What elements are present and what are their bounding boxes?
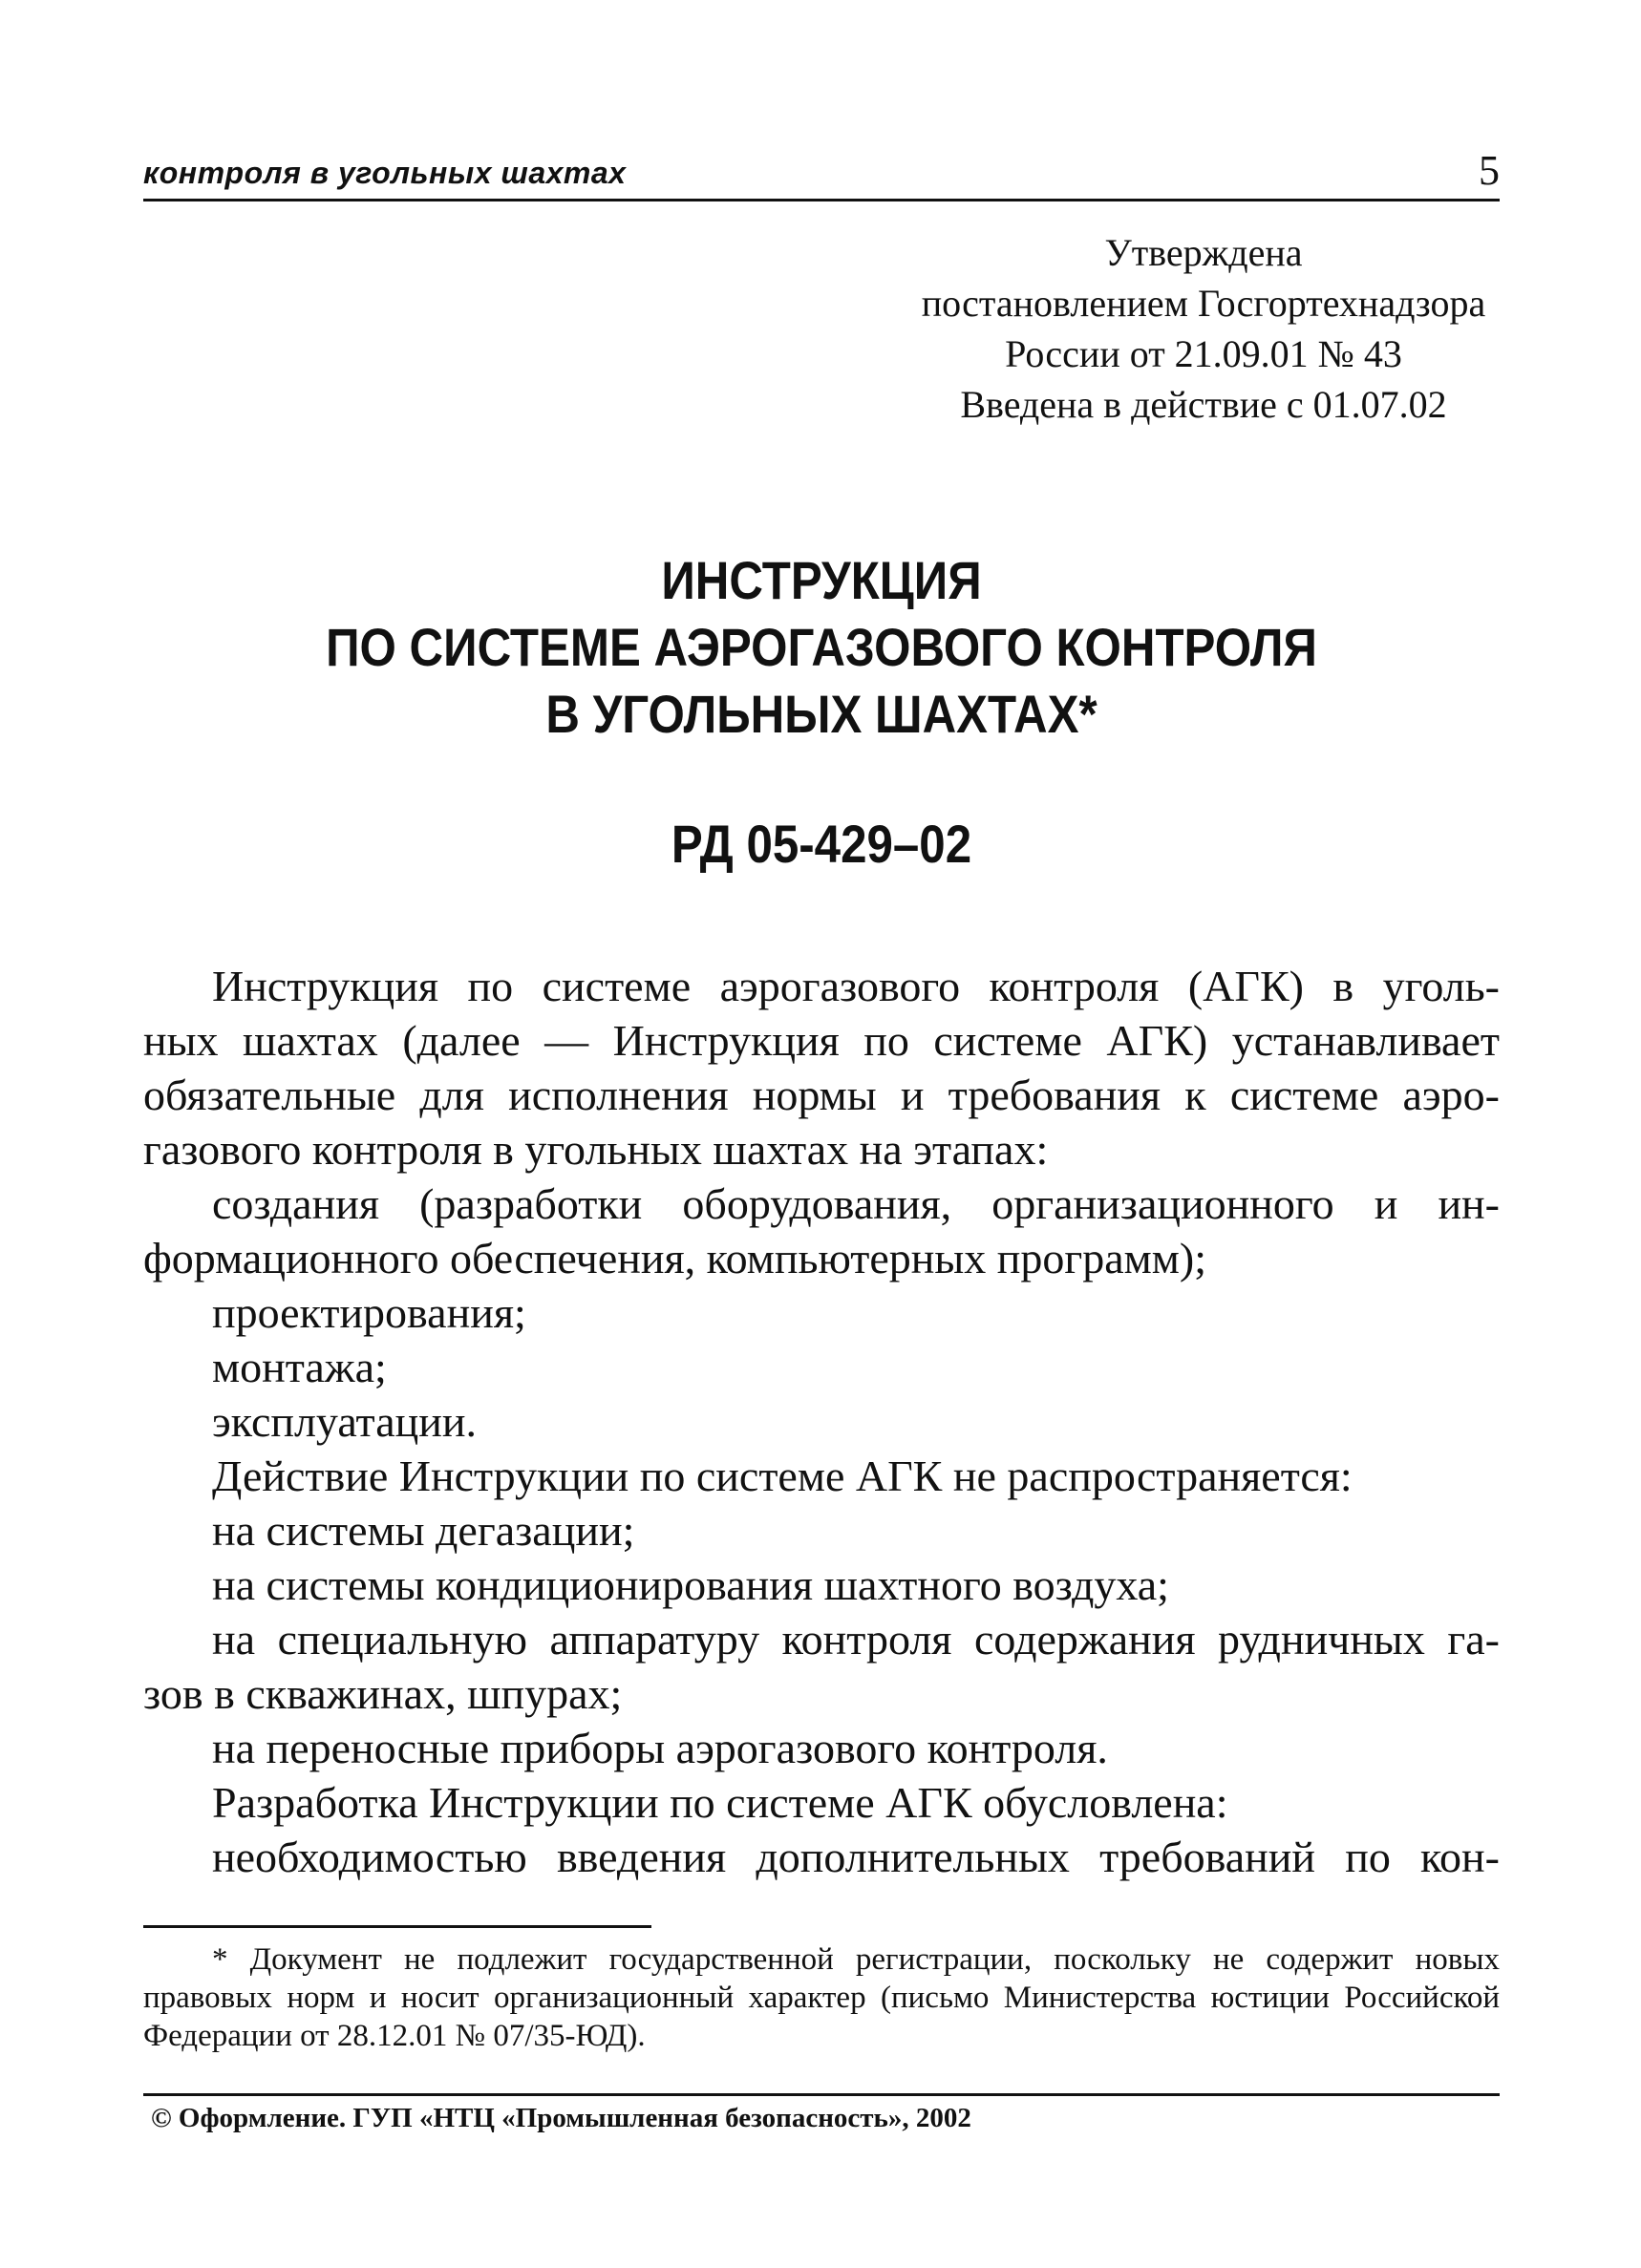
body-line: обязательные для исполнения нормы и требования к системе аэро- [143, 1070, 1500, 1119]
title-line: ИНСТРУКЦИЯ [661, 550, 982, 610]
body-line: монтажа; [212, 1343, 387, 1391]
body-line: на системы кондиционирования шахтного воздуха; [212, 1560, 1169, 1609]
approval-line: России от 21.09.01 № 43 [1005, 332, 1402, 375]
approval-block [860, 227, 1547, 430]
running-header-title: контроля в угольных шахтах [143, 156, 627, 190]
approval-line: постановлением Госгортехнадзора [921, 282, 1486, 325]
body-line: Разработка Инструкции по системе АГК обусловлена: [212, 1778, 1228, 1827]
body-line: на специальную аппаратуру контроля содержания рудничных га- [212, 1615, 1500, 1664]
footnote [143, 1940, 1500, 2055]
body-line: Инструкция по системе аэрогазового контроля (АГК) в уголь- [212, 962, 1500, 1010]
document-title [143, 547, 1500, 878]
body-line: на переносные приборы аэрогазового контроля. [212, 1724, 1108, 1772]
body-line: зов в скважинах, шпурах; [143, 1669, 623, 1718]
title-line: ПО СИСТЕМЕ АЭРОГАЗОВОГО КОНТРОЛЯ [326, 617, 1317, 677]
copyright-notice: © Оформление. ГУП «НТЦ «Промышленная безопасность», 2002 [151, 2103, 971, 2133]
footnote-text: * Документ не подлежит государственной регистрации, поскольку не содержит новых правовых норм и носит организационный характер (письмо Министерства юстиции Российской Федерации от 28.12.01 № 07/35-ЮД). [143, 1942, 1500, 2053]
body-line: необходимостью введения дополнительных требований по кон- [212, 1833, 1500, 1881]
body-line: эксплуатации. [212, 1397, 477, 1446]
approval-line: Введена в действие с 01.07.02 [960, 383, 1447, 426]
approval-line: Утверждена [1104, 231, 1303, 274]
page-number: 5 [1479, 147, 1500, 194]
body-text [143, 959, 1500, 1884]
body-line: газового контроля в угольных шахтах на этапах: [143, 1125, 1049, 1174]
body-line: создания (разработки оборудования, организационного и ин- [212, 1179, 1500, 1228]
body-line: формационного обеспечения, компьютерных программ); [143, 1234, 1206, 1282]
document-code: РД 05-429–02 [671, 814, 972, 874]
body-line: ных шахтах (далее — Инструкция по системе АГК) устанавливает [143, 1016, 1500, 1065]
body-line: проектирования; [212, 1288, 526, 1337]
copyright-divider [143, 2093, 1500, 2096]
body-line: на системы дегазации; [212, 1506, 635, 1555]
body-line: Действие Инструкции по системе АГК не распространяется: [212, 1452, 1353, 1500]
footnote-divider [143, 1925, 651, 1928]
running-header [143, 145, 1500, 201]
title-line: В УГОЛЬНЫХ ШАХТАХ* [545, 684, 1098, 744]
